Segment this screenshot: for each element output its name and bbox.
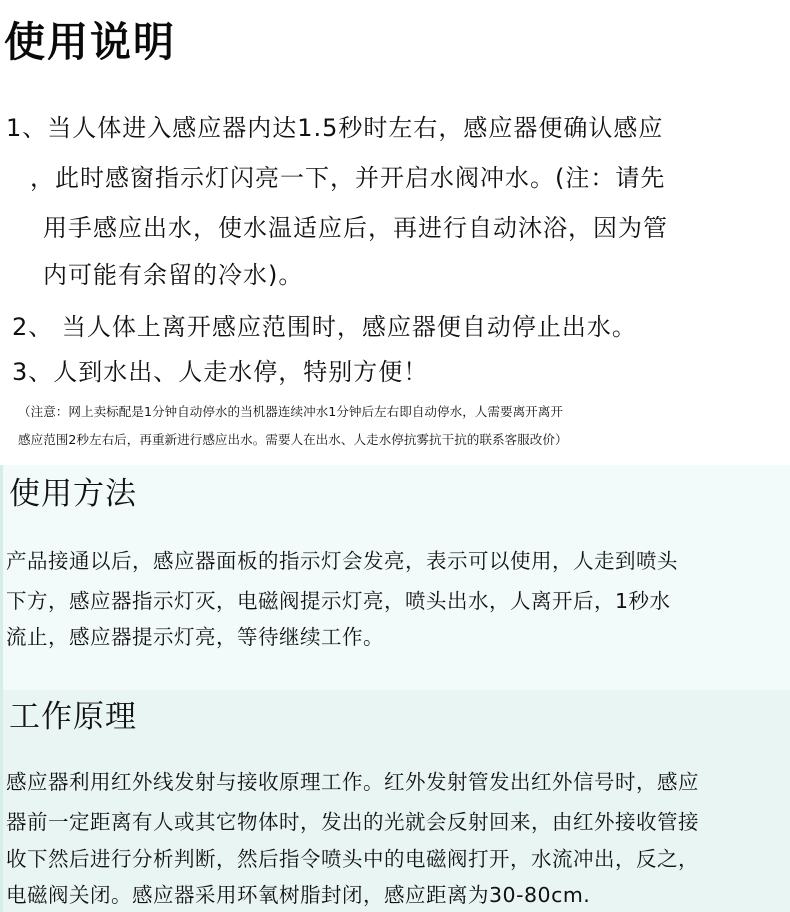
note-line-2: 感应范围2秒左右后，再重新进行感应出水。需要人在出水、人走水停抗雾抗干抗的联系客服改价）: [18, 432, 568, 447]
principle-line-2: 器前一定距离有人或其它物体时，发出的光就会反射回来，由红外接收管接: [6, 810, 699, 834]
note-line-1: （注意：网上卖标配是1分钟自动停水的当机器连续冲水1分钟后左右即自动停水，人需要离开离开: [18, 404, 563, 419]
instruction-item-2: 2、 当人体上离开感应范围时，感应器便自动停止出水。: [12, 313, 637, 341]
instruction-item-3: 3、人到水出、人走水停，特别方便！: [12, 358, 429, 386]
usage-section: [0, 465, 790, 690]
section-divider: [0, 690, 3, 912]
usage-line-1: 产品接通以后，感应器面板的指示灯会发亮，表示可以使用，人走到喷头: [6, 549, 678, 573]
principle-title: 工作原理: [9, 699, 137, 735]
usage-line-3: 流止，感应器提示灯亮，等待继续工作。: [6, 625, 384, 649]
page-title: 使用说明: [4, 18, 176, 66]
instruction-item-1-cont-b: 用手感应出水，使水温适应后，再进行自动沐浴，因为管: [43, 214, 668, 242]
principle-line-3: 收下然后进行分析判断，然后指令喷头中的电磁阀打开，水流冲出，反之，: [6, 847, 699, 871]
usage-title: 使用方法: [9, 476, 137, 512]
principle-line-1: 感应器利用红外线发射与接收原理工作。红外发射管发出红外信号时，感应: [6, 770, 699, 794]
principle-line-4: 电磁阀关闭。感应器采用环氧树脂封闭，感应距离为30-80cm.: [6, 883, 591, 907]
instruction-item-1: 1、当人体进入感应器内达1.5秒时左右，感应器便确认感应: [6, 114, 664, 142]
instruction-item-1-cont-c: 内可能有余留的冷水)。: [43, 261, 304, 289]
section-divider: [0, 465, 3, 690]
principle-section: [0, 690, 790, 912]
instruction-item-1-cont-a: ，此时感窗指示灯闪亮一下，并开启水阀冲水。(注：请先: [30, 164, 666, 192]
usage-line-2: 下方，感应器指示灯灭，电磁阀提示灯亮，喷头出水，人离开后，1秒水: [6, 589, 671, 613]
